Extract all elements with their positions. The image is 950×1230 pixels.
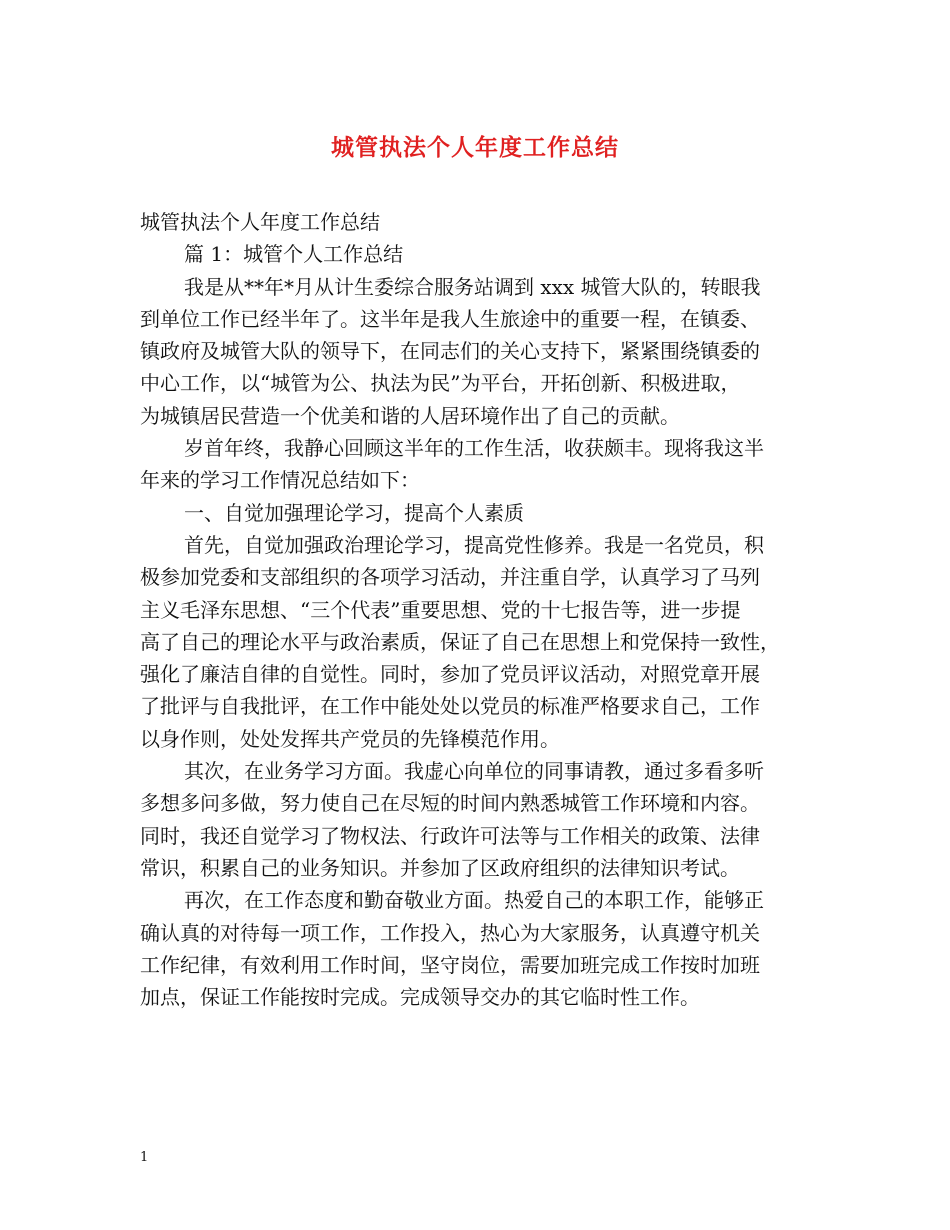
text-line: 岁首年终，我静心回顾这半年的工作生活，收获颇丰。现将我这半 bbox=[184, 436, 764, 461]
text-line: 极参加党委和支部组织的各项学习活动，并注重自学，认真学习了马列 bbox=[140, 565, 760, 590]
text-line: 为城镇居民营造一个优美和谐的人居环境作出了自己的贡献。 bbox=[140, 403, 680, 428]
text-line: 镇政府及城管大队的领导下，在同志们的关心支持下，紧紧围绕镇委的 bbox=[140, 339, 760, 364]
text-line: 一、自觉加强理论学习，提高个人素质 bbox=[184, 500, 524, 525]
page-number: 1 bbox=[140, 1150, 149, 1165]
text-line: 我是从**年*月从计生委综合服务站调到 xxx 城管大队的，转眼我 bbox=[184, 274, 761, 299]
text-line: 高了自己的理论水平与政治素质，保证了自己在思想上和党保持一致性， bbox=[140, 629, 780, 654]
text-line: 常识，积累自己的业务知识。并参加了区政府组织的法律知识考试。 bbox=[140, 855, 740, 880]
document-title: 城管执法个人年度工作总结 bbox=[331, 134, 619, 161]
text-line: 到单位工作已经半年了。这半年是我人生旅途中的重要一程，在镇委、 bbox=[140, 306, 760, 331]
text-line: 了批评与自我批评，在工作中能处处以党员的标准严格要求自己，工作 bbox=[140, 694, 760, 719]
text-line: 其次，在业务学习方面。我虚心向单位的同事请教，通过多看多听 bbox=[184, 759, 764, 784]
text-line: 主义毛泽东思想、“三个代表”重要思想、党的十七报告等，进一步提 bbox=[140, 597, 741, 622]
text-line: 首先，自觉加强政治理论学习，提高党性修养。我是一名党员，积 bbox=[184, 532, 764, 557]
text-line: 同时，我还自觉学习了物权法、行政许可法等与工作相关的政策、法律 bbox=[140, 823, 760, 848]
text-line: 中心工作，以“城管为公、执法为民”为平台，开拓创新、积极进取， bbox=[140, 371, 741, 396]
text-line: 再次，在工作态度和勤奋敬业方面。热爱自己的本职工作，能够正 bbox=[184, 888, 764, 913]
text-line: 城管执法个人年度工作总结 bbox=[140, 210, 380, 234]
text-line: 篇 1：城管个人工作总结 bbox=[184, 242, 404, 267]
document-body bbox=[140, 206, 820, 1013]
text-line: 工作纪律，有效利用工作时间，坚守岗位，需要加班完成工作按时加班 bbox=[140, 952, 760, 977]
text-line: 确认真的对待每一项工作，工作投入，热心为大家服务，认真遵守机关 bbox=[140, 920, 760, 945]
text-line: 年来的学习工作情况总结如下： bbox=[140, 468, 420, 493]
text-line: 多想多问多做，努力使自己在尽短的时间内熟悉城管工作环境和内容。 bbox=[140, 791, 760, 816]
text-line: 以身作则，处处发挥共产党员的先锋模范作用。 bbox=[140, 726, 560, 751]
text-line: 加点，保证工作能按时完成。完成领导交办的其它临时性工作。 bbox=[140, 985, 700, 1010]
text-line: 强化了廉洁自律的自觉性。同时，参加了党员评议活动，对照党章开展 bbox=[140, 662, 760, 687]
